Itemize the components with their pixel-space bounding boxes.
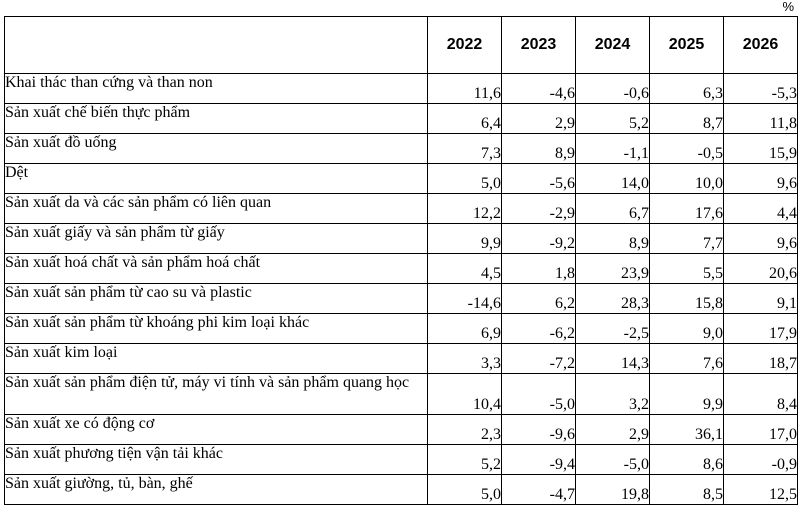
value-cell: 9,9 [650, 374, 724, 415]
value-cell: 4,4 [724, 194, 798, 224]
value-cell: 1,8 [502, 254, 576, 284]
value-cell: 8,9 [502, 134, 576, 164]
value-cell: 7,6 [650, 344, 724, 374]
table-row [5, 284, 798, 314]
value-cell: 15,8 [650, 284, 724, 314]
value-cell: -4,7 [502, 475, 576, 505]
row-label: Khai thác than cứng và than non [5, 74, 428, 104]
value-cell: 6,2 [502, 284, 576, 314]
value-cell: 8,5 [650, 475, 724, 505]
row-label: Sản xuất hoá chất và sản phẩm hoá chất [5, 254, 428, 284]
table-row [5, 224, 798, 254]
value-cell: 2,9 [502, 104, 576, 134]
row-label: Dệt [5, 164, 428, 194]
table-row [5, 415, 798, 445]
value-cell: 15,9 [724, 134, 798, 164]
value-cell: -7,2 [502, 344, 576, 374]
value-cell: 20,6 [724, 254, 798, 284]
value-cell: 11,6 [428, 74, 502, 104]
value-cell: -0,6 [576, 74, 650, 104]
value-cell: 17,0 [724, 415, 798, 445]
value-cell: -5,6 [502, 164, 576, 194]
value-cell: 9,6 [724, 164, 798, 194]
row-label: Sản xuất sản phẩm từ khoáng phi kim loại khác [5, 314, 428, 344]
value-cell: -14,6 [428, 284, 502, 314]
table-row [5, 314, 798, 344]
unit-label: % [782, 0, 794, 14]
row-label: Sản xuất sản phẩm từ cao su và plastic [5, 284, 428, 314]
header-row [5, 17, 798, 74]
value-cell: 10,0 [650, 164, 724, 194]
year-header: 2024 [576, 17, 650, 74]
row-label: Sản xuất giường, tủ, bàn, ghế [5, 475, 428, 505]
header-blank-cell [5, 17, 428, 74]
value-cell: 6,7 [576, 194, 650, 224]
value-cell: 6,4 [428, 104, 502, 134]
row-label: Sản xuất đồ uống [5, 134, 428, 164]
value-cell: 3,2 [576, 374, 650, 415]
value-cell: -5,0 [502, 374, 576, 415]
value-cell: 12,2 [428, 194, 502, 224]
value-cell: 5,5 [650, 254, 724, 284]
table-row [5, 134, 798, 164]
value-cell: 19,8 [576, 475, 650, 505]
value-cell: 8,4 [724, 374, 798, 415]
row-label: Sản xuất sản phẩm điện tử, máy vi tính và sản phẩm quang học [5, 374, 428, 415]
value-cell: 5,0 [428, 475, 502, 505]
table-row [5, 445, 798, 475]
year-header: 2023 [502, 17, 576, 74]
table-row [5, 104, 798, 134]
value-cell: -0,9 [724, 445, 798, 475]
value-cell: 6,9 [428, 314, 502, 344]
value-cell: 36,1 [650, 415, 724, 445]
value-cell: -4,6 [502, 74, 576, 104]
value-cell: 3,3 [428, 344, 502, 374]
row-label: Sản xuất phương tiện vận tải khác [5, 445, 428, 475]
value-cell: -5,0 [576, 445, 650, 475]
value-cell: 6,3 [650, 74, 724, 104]
value-cell: 8,6 [650, 445, 724, 475]
value-cell: -5,3 [724, 74, 798, 104]
value-cell: 5,2 [576, 104, 650, 134]
value-cell: 28,3 [576, 284, 650, 314]
value-cell: -6,2 [502, 314, 576, 344]
value-cell: -9,4 [502, 445, 576, 475]
table-row [5, 164, 798, 194]
table-row [5, 254, 798, 284]
value-cell: 18,7 [724, 344, 798, 374]
value-cell: -9,2 [502, 224, 576, 254]
value-cell: 2,9 [576, 415, 650, 445]
value-cell: 5,0 [428, 164, 502, 194]
value-cell: -1,1 [576, 134, 650, 164]
value-cell: 4,5 [428, 254, 502, 284]
value-cell: 2,3 [428, 415, 502, 445]
value-cell: 17,6 [650, 194, 724, 224]
table-row [5, 194, 798, 224]
year-header: 2026 [724, 17, 798, 74]
table-row [5, 74, 798, 104]
value-cell: 17,9 [724, 314, 798, 344]
value-cell: 10,4 [428, 374, 502, 415]
value-cell: -2,9 [502, 194, 576, 224]
row-label: Sản xuất chế biến thực phẩm [5, 104, 428, 134]
table-row [5, 475, 798, 505]
value-cell: 11,8 [724, 104, 798, 134]
value-cell: 23,9 [576, 254, 650, 284]
value-cell: 9,9 [428, 224, 502, 254]
value-cell: 9,6 [724, 224, 798, 254]
value-cell: 9,0 [650, 314, 724, 344]
value-cell: 7,3 [428, 134, 502, 164]
value-cell: 8,9 [576, 224, 650, 254]
value-cell: 14,0 [576, 164, 650, 194]
value-cell: 14,3 [576, 344, 650, 374]
value-cell: 7,7 [650, 224, 724, 254]
year-header: 2025 [650, 17, 724, 74]
year-header: 2022 [428, 17, 502, 74]
value-cell: 8,7 [650, 104, 724, 134]
table-row [5, 374, 798, 415]
value-cell: 5,2 [428, 445, 502, 475]
row-label: Sản xuất da và các sản phẩm có liên quan [5, 194, 428, 224]
row-label: Sản xuất kim loại [5, 344, 428, 374]
row-label: Sản xuất xe có động cơ [5, 415, 428, 445]
value-cell: -9,6 [502, 415, 576, 445]
row-label: Sản xuất giấy và sản phẩm từ giấy [5, 224, 428, 254]
value-cell: 12,5 [724, 475, 798, 505]
value-cell: -0,5 [650, 134, 724, 164]
value-cell: -2,5 [576, 314, 650, 344]
industry-growth-table [4, 16, 798, 505]
value-cell: 9,1 [724, 284, 798, 314]
table-row [5, 344, 798, 374]
